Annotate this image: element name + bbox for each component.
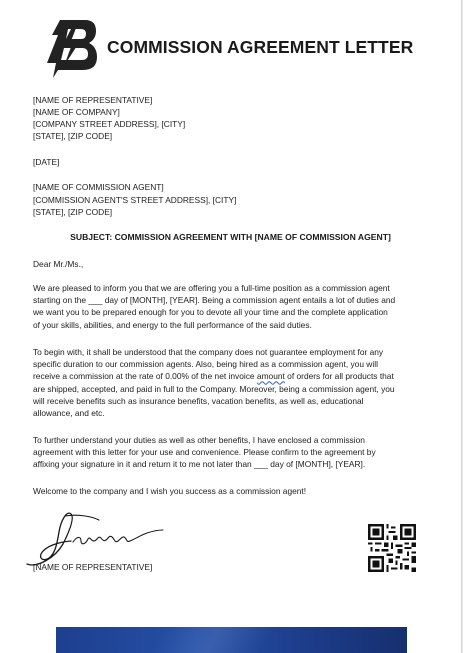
paragraph-enclosure [33,434,458,471]
text-span: receive a commission at the rate of 0.00% of the net invoice [33,371,257,382]
paragraph-line: specific duration to our commission agents. Also, being hired as a commission agent, you will [33,359,378,370]
paragraph-line: affixing your signature in it and return it to me not later than ___ day of [MONTH], [YEAR]. [33,459,366,470]
paragraph-line: are shipped, accepted, and paid in full to the Company. Moreover, being a commission agent, you [33,383,395,394]
paragraph-offer [33,282,458,331]
qr-code-icon [368,524,416,572]
paragraph-line: We are pleased to inform you that we are offering you a full-time position as a commission agent [33,283,390,293]
paragraph-line: starting on the ___ day of [MONTH], [YEAR]. Being a commission agent entails a lot of duties and [33,295,396,306]
sender-state-zip: [STATE], [ZIP CODE] [33,131,113,141]
sender-company: [NAME OF COMPANY] [33,107,120,117]
paragraph-terms [33,346,458,419]
paragraph-line: we want you to be prepared enough for you to devote all your time and the complete application [33,307,388,318]
footer-banner-highlight [56,627,407,653]
paragraph-line: allowance, and etc. [33,408,105,419]
paragraph-line: To further understand your duties as well as other benefits, I have enclosed a commission [33,435,365,445]
closing-line: Welcome to the company and I wish you success as a commission agent! [33,486,307,496]
recipient-address: [COMMISSION AGENT'S STREET ADDRESS], [CITY] [33,195,237,205]
paragraph-line: of your skills, abilities, and energy to the full performance of the said duties. [33,319,312,330]
letter-subject: SUBJECT: COMMISSION AGREEMENT WITH [NAME OF COMMISSION AGENT] [70,232,391,242]
sender-name: [NAME OF REPRESENTATIVE] [33,95,153,105]
paragraph-line: will receive benefits such as insurance benefits, vacation benefits, as well as, educational [33,395,364,406]
recipient-name: [NAME OF COMMISSION AGENT] [33,182,164,192]
sender-address: [COMPANY STREET ADDRESS], [CITY] [33,119,186,129]
brand-logo-icon [44,17,98,79]
paragraph-line: agreement with this letter for your use and convenience. Please confirm to the agreement by [33,447,376,458]
spellcheck-flagged-word[interactable]: amount [256,371,285,382]
salutation: Dear Mr./Ms., [33,259,84,269]
paragraph-line: To begin with, it shall be understood that the company does not guarantee employment for any [33,347,384,357]
footer-banner [56,627,407,653]
paragraph-line [33,370,458,382]
page-title: COMMISSION AGREEMENT LETTER [107,37,414,57]
text-span: of orders for all products that [284,371,394,382]
recipient-state-zip: [STATE], [ZIP CODE] [33,207,113,217]
signatory-name: [NAME OF REPRESENTATIVE] [33,562,153,572]
letter-date: [DATE] [33,157,60,167]
